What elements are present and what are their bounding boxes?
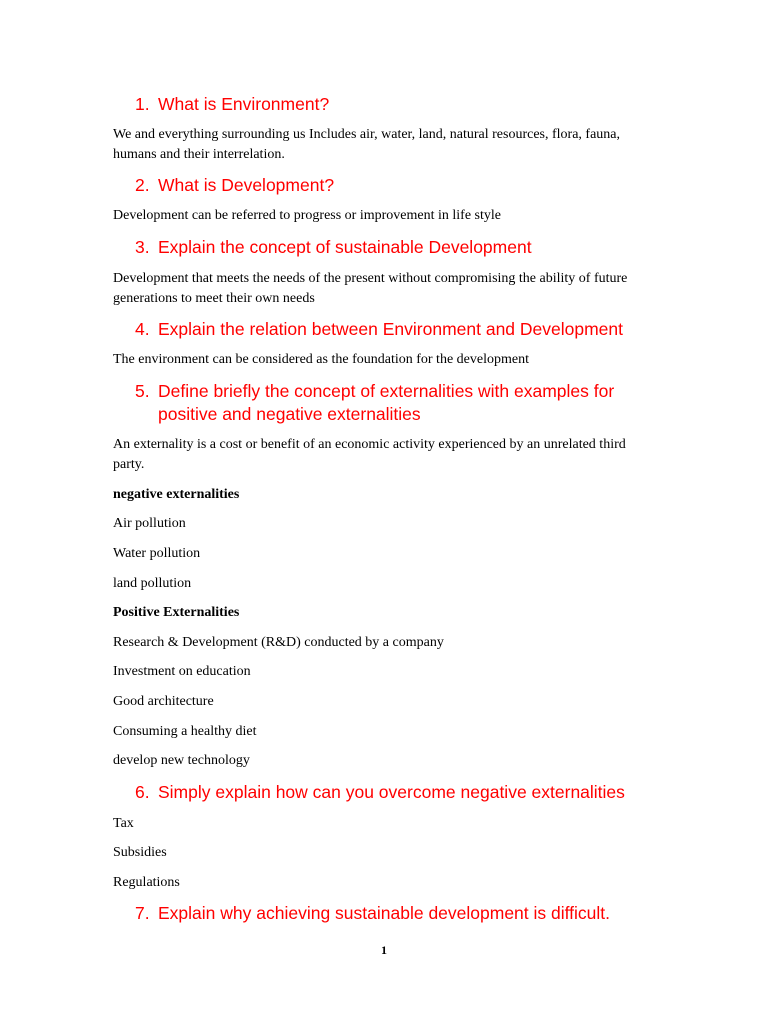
- question-number: 3.: [135, 237, 150, 257]
- question-number: 5.: [135, 381, 150, 401]
- question-number: 4.: [135, 319, 150, 339]
- question-number: 1.: [135, 94, 150, 114]
- list-item: Water pollution: [113, 546, 201, 561]
- question-text: Define briefly the concept of externalities with examples for positive and negative externalities: [158, 381, 615, 424]
- question-text: What is Environment?: [158, 94, 330, 114]
- list-item: Investment on education: [113, 664, 251, 679]
- question-6: [135, 781, 638, 804]
- question-text: What is Development?: [158, 175, 335, 195]
- list-item: Air pollution: [113, 516, 186, 531]
- list-item: Good architecture: [113, 694, 214, 709]
- list-item: Tax: [113, 816, 134, 831]
- question-2: [135, 174, 638, 197]
- list-item: Research & Development (R&D) conducted by a company: [113, 635, 444, 650]
- question-text: Simply explain how can you overcome negative externalities: [158, 782, 625, 802]
- positive-externalities-heading: Positive Externalities: [113, 605, 240, 620]
- list-item: Consuming a healthy diet: [113, 724, 257, 739]
- list-item: develop new technology: [113, 753, 250, 768]
- question-number: 6.: [135, 782, 150, 802]
- answer-externality: An externality is a cost or benefit of an economic activity experienced by an unrelated third party.: [113, 437, 626, 472]
- question-5: [135, 380, 638, 426]
- answer-development: Development can be referred to progress or improvement in life style: [113, 208, 501, 223]
- list-item: land pollution: [113, 576, 192, 591]
- question-4: [135, 318, 638, 341]
- list-item: Subsidies: [113, 845, 167, 860]
- page-number: 1: [381, 943, 387, 957]
- question-text: Explain the relation between Environment and Development: [158, 319, 624, 339]
- answer-environment: We and everything surrounding us Includes air, water, land, natural resources, flora, fauna, humans and their interrelation.: [113, 127, 621, 162]
- question-text: Explain the concept of sustainable Development: [158, 237, 532, 257]
- question-text: Explain why achieving sustainable development is difficult.: [158, 903, 611, 923]
- question-number: 7.: [135, 903, 150, 923]
- list-item: Regulations: [113, 875, 180, 890]
- negative-externalities-heading: negative externalities: [113, 487, 240, 502]
- question-7: [135, 902, 638, 925]
- question-3: [135, 236, 638, 259]
- answer-relation: The environment can be considered as the foundation for the development: [113, 352, 529, 367]
- question-number: 2.: [135, 175, 150, 195]
- answer-sustainable: Development that meets the needs of the present without compromising the ability of future generations to meet their own needs: [113, 271, 628, 306]
- question-1: [135, 93, 638, 116]
